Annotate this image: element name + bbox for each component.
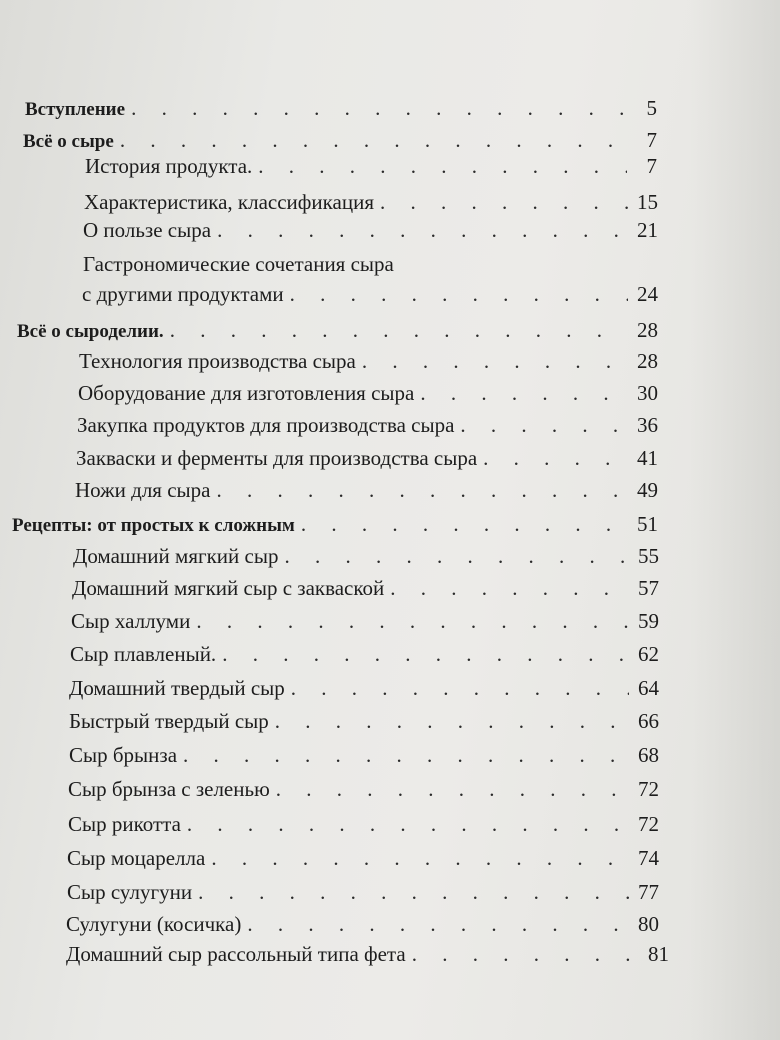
toc-entry-label: Сыр брынза (69, 743, 178, 767)
toc-leader-dots (483, 446, 628, 471)
toc-page-number: 15 (637, 190, 658, 214)
toc-page-number: 57 (638, 576, 659, 600)
toc-leader-dots (187, 812, 629, 837)
toc-entry-label: Технология производства сыра (79, 349, 356, 373)
toc-entry-label: Сыр брынза с зеленью (68, 777, 270, 801)
toc-page-number: 66 (638, 709, 659, 733)
toc-entry-label: Сыр сулугуни (67, 880, 193, 904)
toc-page-number: 72 (638, 777, 659, 801)
toc-entry-label: Закупка продуктов для производства сыра (77, 413, 455, 437)
toc-leader-dots (222, 642, 629, 667)
toc-entry (66, 942, 669, 967)
toc-entry-label: Домашний мягкий сыр (73, 544, 279, 568)
toc-entry (70, 642, 659, 667)
toc-entry-label: Ножи для сыра (75, 478, 211, 502)
toc-entry-label: О пользе сыра (83, 218, 212, 242)
toc-entry (83, 218, 658, 243)
toc-leader-dots (198, 880, 629, 905)
toc-leader-dots (284, 544, 629, 569)
toc-entry-label: Оборудование для изготовления сыра (78, 381, 415, 405)
toc-leader-dots (291, 676, 629, 701)
toc-entry-label: Сыр моцарелла (67, 846, 206, 870)
toc-leader-dots (275, 709, 629, 734)
toc-page-number: 30 (637, 381, 658, 405)
toc-page-number: 49 (637, 478, 658, 502)
toc-leader-dots (290, 282, 628, 307)
toc-entry (78, 381, 658, 406)
toc-leader-dots (301, 512, 628, 537)
toc-leader-dots (170, 318, 628, 343)
toc-page-number: 7 (646, 154, 657, 178)
toc-page-number: 72 (638, 812, 659, 836)
toc-entry-label: Домашний мягкий сыр с закваской (72, 576, 385, 600)
toc-entry (71, 609, 659, 634)
toc-leader-dots (217, 218, 628, 243)
toc-entry-section (12, 512, 658, 537)
toc-entry (76, 446, 658, 471)
toc-entry-label: Характеристика, классификация (84, 190, 374, 214)
toc-entry-label: с другими продуктами (82, 282, 284, 306)
toc-entry (79, 349, 658, 374)
toc-leader-dots (276, 777, 629, 802)
toc-page-number: 77 (638, 880, 659, 904)
toc-page-number: 28 (637, 318, 658, 342)
toc-leader-dots (460, 413, 628, 438)
toc-page-number: 74 (638, 846, 659, 870)
toc-entry (67, 846, 659, 871)
toc-entry-section (23, 128, 657, 153)
toc-entry (68, 812, 659, 837)
toc-leader-dots (380, 190, 628, 215)
toc-entry-label: Домашний сыр рассольный типа фета (66, 942, 406, 966)
toc-entry (84, 190, 658, 215)
toc-entry-label: История продукта. (85, 154, 253, 178)
toc-page-number: 28 (637, 349, 658, 373)
toc-page-number: 41 (637, 446, 658, 470)
toc-leader-dots (131, 96, 627, 121)
toc-leader-dots (258, 154, 627, 179)
toc-leader-dots (196, 609, 629, 634)
toc-entry (73, 544, 659, 569)
toc-entry (72, 576, 659, 601)
toc-leader-dots (412, 942, 639, 967)
toc-leader-dots (211, 846, 629, 871)
toc-leader-dots (390, 576, 629, 601)
toc-entry (82, 282, 658, 307)
toc-entry-label: Всё о сыре (23, 131, 114, 152)
toc-page-number: 68 (638, 743, 659, 767)
toc-entry-section (17, 318, 658, 343)
toc-entry-label: Закваски и ферменты для производства сыра (76, 446, 478, 470)
toc-entry (77, 413, 658, 438)
toc-entry (85, 154, 657, 179)
toc-entry (69, 709, 659, 734)
toc-leader-dots (183, 743, 629, 768)
toc-entry-label: Вступление (25, 99, 126, 120)
toc-entry-label-line1: Гастрономические сочетания сыра (83, 252, 394, 276)
toc-page-number: 5 (646, 96, 657, 120)
toc-entry-label: Быстрый твердый сыр (69, 709, 269, 733)
toc-page-number: 59 (638, 609, 659, 633)
toc-leader-dots (247, 912, 629, 937)
toc-entry-label: Сыр плавленый. (70, 642, 217, 666)
toc-entry-label: Сулугуни (косичка) (66, 912, 242, 936)
toc-entry (68, 777, 659, 802)
toc-page-number: 51 (637, 512, 658, 536)
toc-entry (69, 676, 659, 701)
toc-entry (66, 912, 659, 937)
toc-entry-intro (25, 96, 657, 121)
toc-page-number: 7 (646, 128, 657, 152)
toc-leader-dots (362, 349, 628, 374)
toc-leader-dots (120, 128, 627, 153)
toc-page-number: 24 (637, 282, 658, 306)
toc-page-number: 21 (637, 218, 658, 242)
toc-page-number: 55 (638, 544, 659, 568)
toc-entry-label: Всё о сыроделии. (17, 321, 164, 342)
toc-entry-label: Домашний твердый сыр (69, 676, 285, 700)
toc-leader-dots (420, 381, 628, 406)
toc-entry (69, 743, 659, 768)
toc-page-number: 64 (638, 676, 659, 700)
toc-page-number: 80 (638, 912, 659, 936)
toc-entry-label: Сыр халлуми (71, 609, 191, 633)
toc-page-number: 81 (648, 942, 669, 966)
toc-entry-label: Рецепты: от простых к сложным (12, 515, 295, 536)
toc-leader-dots (216, 478, 628, 503)
toc-entry-label: Сыр рикотта (68, 812, 181, 836)
toc-entry (75, 478, 658, 503)
toc-page-number: 62 (638, 642, 659, 666)
toc-page-number: 36 (637, 413, 658, 437)
toc-entry (67, 880, 659, 905)
